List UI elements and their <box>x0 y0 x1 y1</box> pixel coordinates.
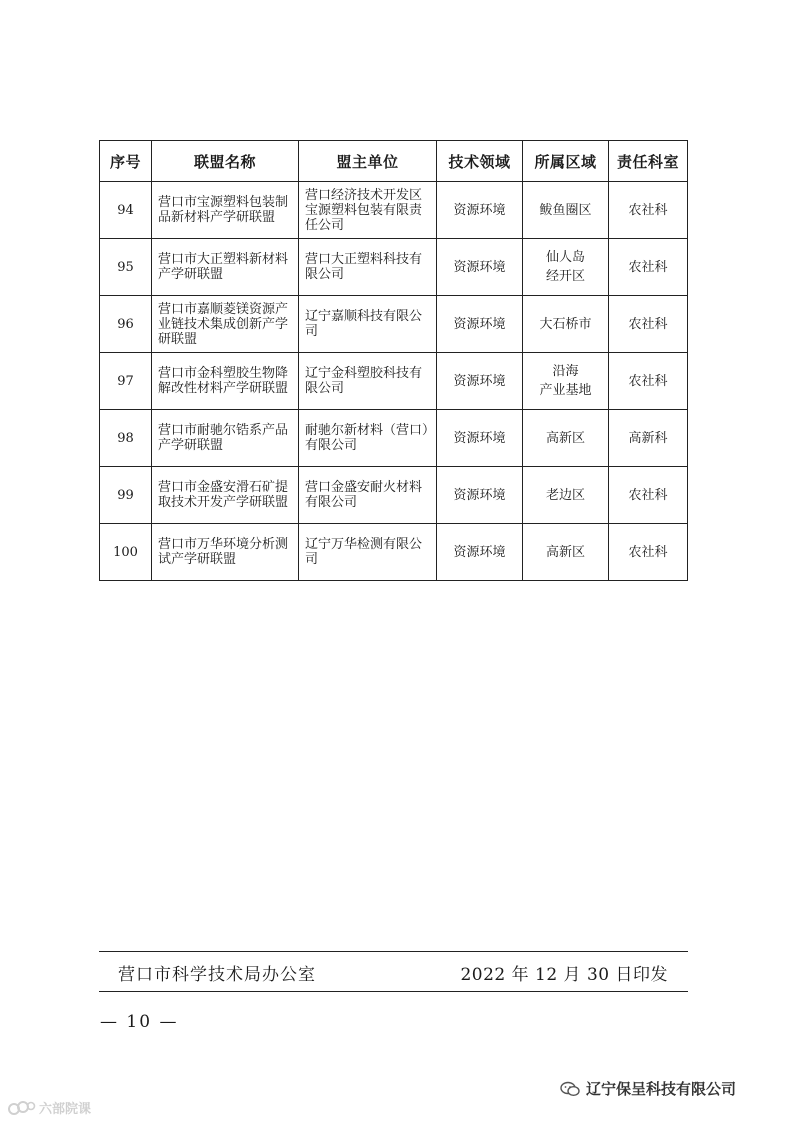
row-region <box>523 410 609 467</box>
row-field: 资源环境 <box>437 182 523 239</box>
row-num: 94 <box>100 182 152 239</box>
row-office: 农社科 <box>609 467 688 524</box>
wechat-watermark-text: 辽宁保呈科技有限公司 <box>586 1080 737 1098</box>
alliance-table <box>99 140 688 581</box>
header-name: 联盟名称 <box>152 141 299 182</box>
row-office: 高新科 <box>609 410 688 467</box>
header-host: 盟主单位 <box>299 141 437 182</box>
footer-issuer: 营口市科学技术局办公室 <box>118 965 316 985</box>
header-field: 技术领域 <box>437 141 523 182</box>
row-region-text: 沿海 产业基地 <box>539 364 592 398</box>
header-region: 所属区域 <box>523 141 609 182</box>
site-watermark-text: 六部院课 <box>39 1102 92 1117</box>
site-watermark <box>8 1098 91 1117</box>
footer-top-rule <box>99 951 688 952</box>
row-field: 资源环境 <box>437 467 523 524</box>
row-host: 营口经济技术开发区宝源塑料包装有限责任公司 <box>299 182 437 239</box>
row-region <box>523 524 609 581</box>
table-row <box>100 524 688 581</box>
table-row <box>100 182 688 239</box>
table-row <box>100 410 688 467</box>
row-name: 营口市大正塑料新材料产学研联盟 <box>152 239 299 296</box>
row-name: 营口市金科塑胶生物降解改性材料产学研联盟 <box>152 353 299 410</box>
row-host: 营口大正塑料科技有限公司 <box>299 239 437 296</box>
row-name: 营口市嘉顺菱镁资源产业链技术集成创新产学研联盟 <box>152 296 299 353</box>
row-region-text: 大石桥市 <box>539 316 592 332</box>
table-row <box>100 296 688 353</box>
row-num: 100 <box>100 524 152 581</box>
row-field: 资源环境 <box>437 296 523 353</box>
row-region <box>523 353 609 410</box>
row-num: 98 <box>100 410 152 467</box>
row-region <box>523 182 609 239</box>
row-office: 农社科 <box>609 182 688 239</box>
row-region <box>523 467 609 524</box>
row-region-text: 高新区 <box>545 430 585 446</box>
row-region-text: 高新区 <box>545 544 585 560</box>
row-host: 辽宁万华检测有限公司 <box>299 524 437 581</box>
row-field: 资源环境 <box>437 524 523 581</box>
row-host: 耐驰尔新材料（营口）有限公司 <box>299 410 437 467</box>
row-office: 农社科 <box>609 353 688 410</box>
row-host: 辽宁金科塑胶科技有限公司 <box>299 353 437 410</box>
wechat-icon <box>560 1081 580 1097</box>
table-row <box>100 353 688 410</box>
row-field: 资源环境 <box>437 353 523 410</box>
header-office: 责任科室 <box>609 141 688 182</box>
row-num: 97 <box>100 353 152 410</box>
row-name: 营口市金盛安滑石矿提取技术开发产学研联盟 <box>152 467 299 524</box>
row-name: 营口市万华环境分析测试产学研联盟 <box>152 524 299 581</box>
row-office: 农社科 <box>609 296 688 353</box>
row-host: 营口金盛安耐火材料有限公司 <box>299 467 437 524</box>
row-num: 96 <box>100 296 152 353</box>
table-header-row <box>100 141 688 182</box>
row-num: 99 <box>100 467 152 524</box>
row-name: 营口市耐驰尔锆系产品产学研联盟 <box>152 410 299 467</box>
table-row <box>100 239 688 296</box>
footer-bottom-rule <box>99 991 688 992</box>
row-field: 资源环境 <box>437 410 523 467</box>
site-logo-icon <box>8 1099 36 1117</box>
row-office: 农社科 <box>609 239 688 296</box>
row-num: 95 <box>100 239 152 296</box>
header-num: 序号 <box>100 141 152 182</box>
page-number: — 10 — <box>100 1012 179 1032</box>
row-region-text: 仙人岛 经开区 <box>545 250 585 284</box>
row-region-text: 老边区 <box>545 487 585 503</box>
row-office: 农社科 <box>609 524 688 581</box>
row-region-text: 鲅鱼圈区 <box>539 202 592 218</box>
row-host: 辽宁嘉顺科技有限公司 <box>299 296 437 353</box>
wechat-watermark <box>560 1078 736 1099</box>
table-row <box>100 467 688 524</box>
row-region <box>523 239 609 296</box>
row-name: 营口市宝源塑料包装制品新材料产学研联盟 <box>152 182 299 239</box>
row-field: 资源环境 <box>437 239 523 296</box>
footer-date: 2022 年 12 月 30 日印发 <box>460 965 668 985</box>
row-region <box>523 296 609 353</box>
